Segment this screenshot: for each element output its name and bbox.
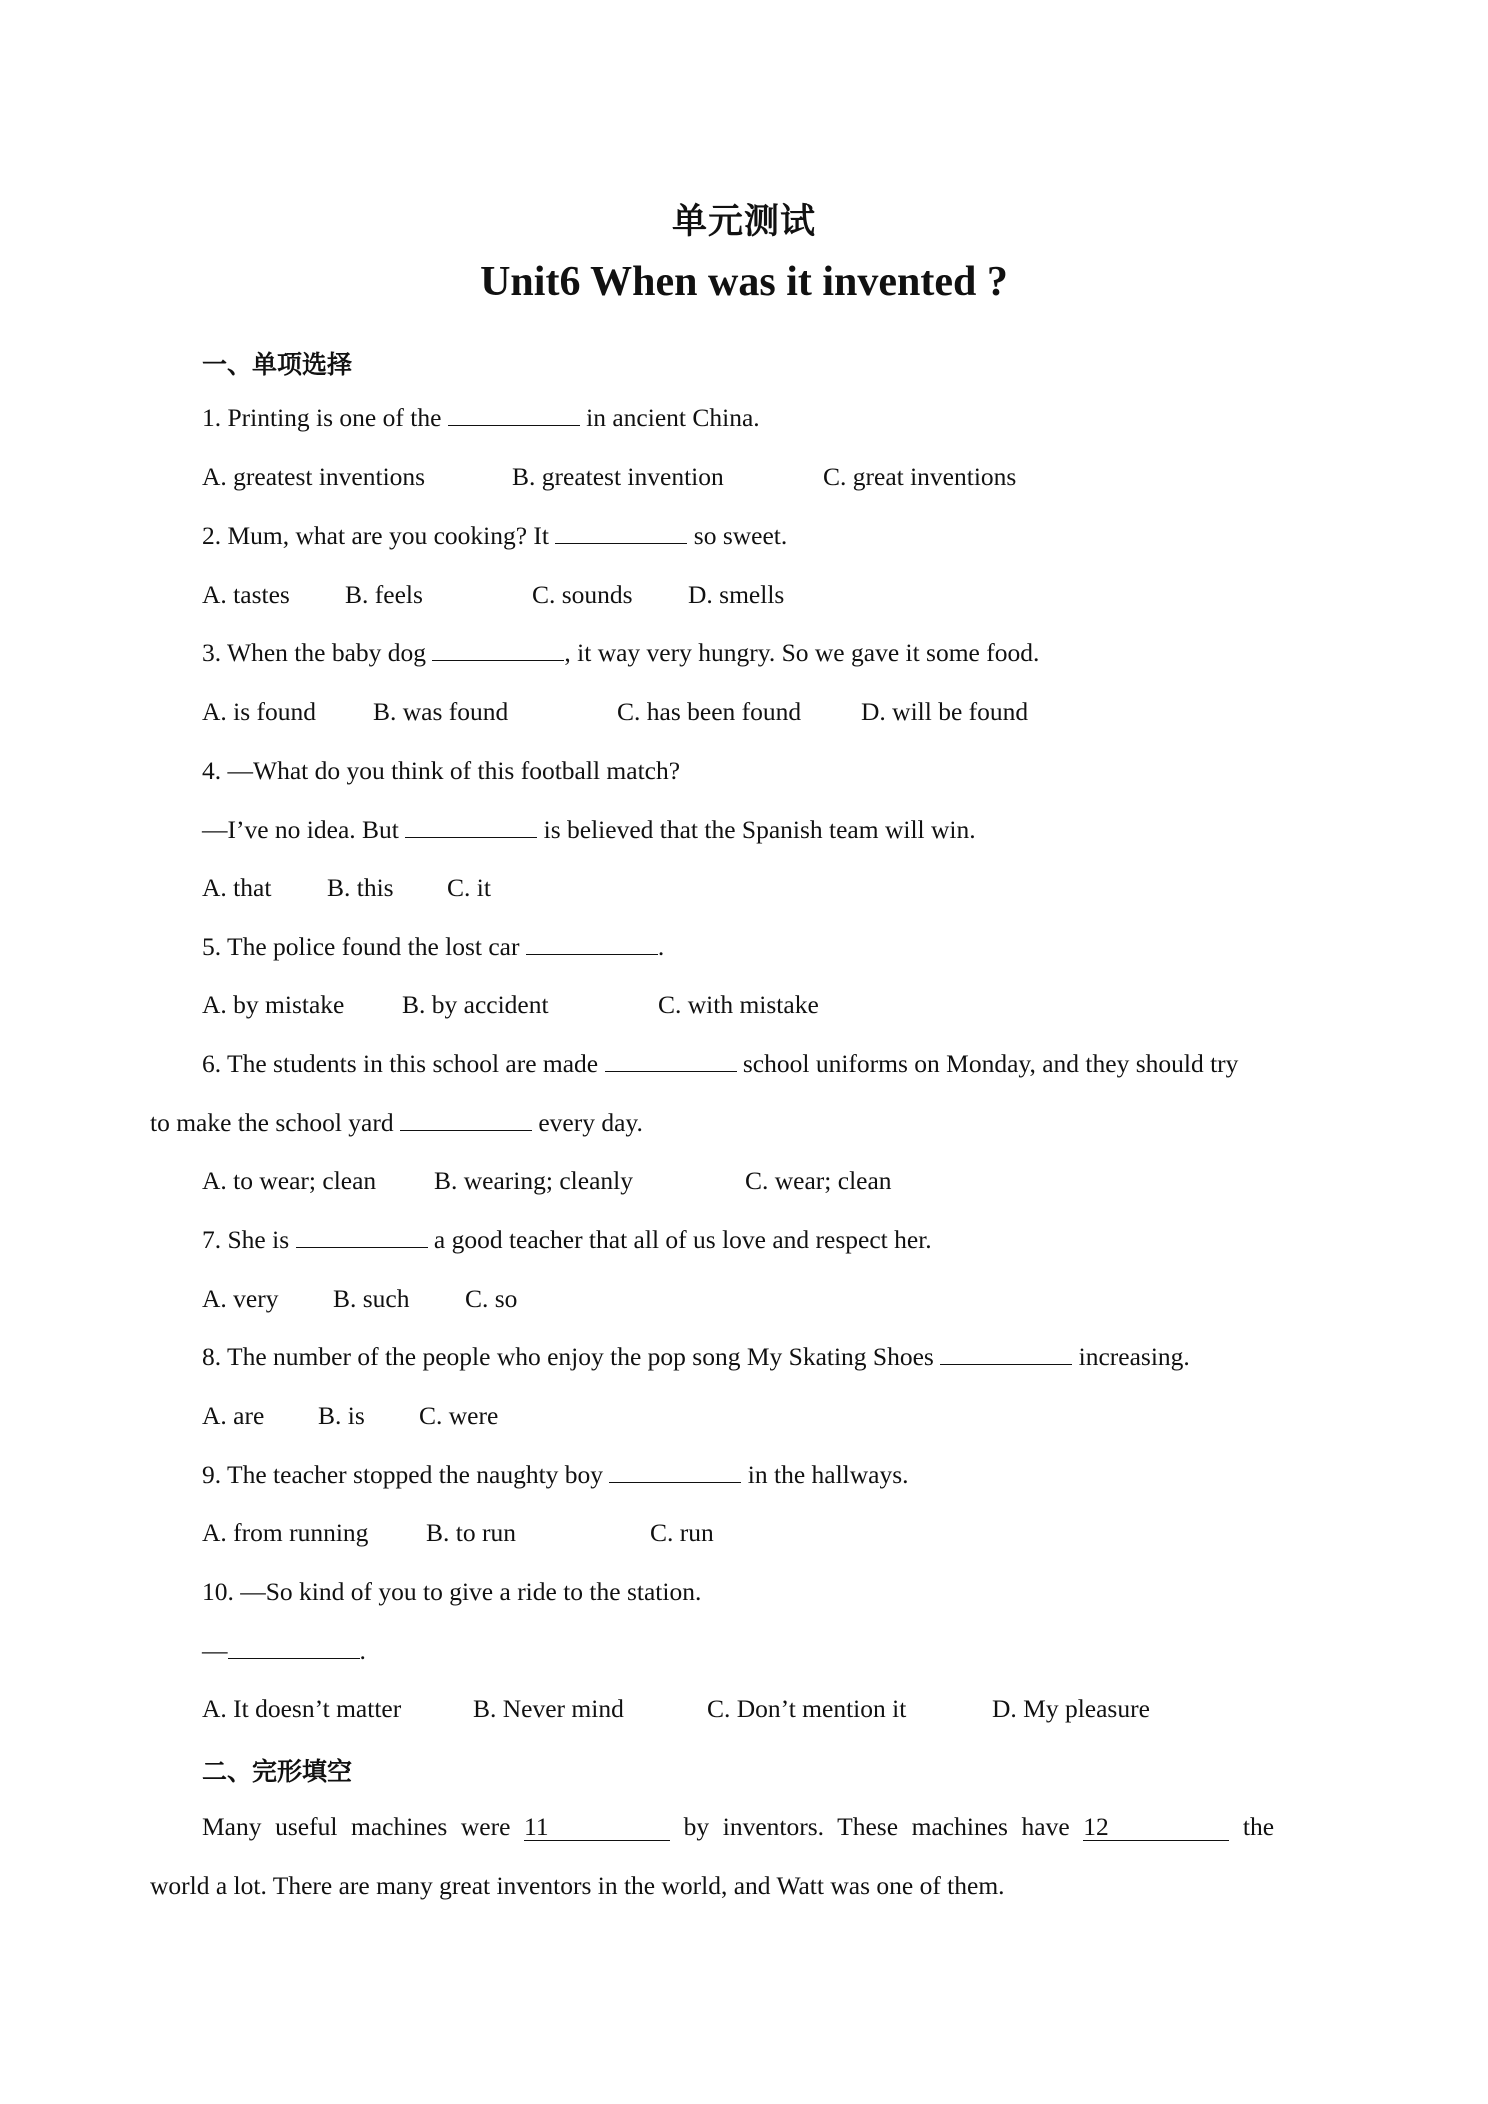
option-1b: B. greatest invention xyxy=(512,462,724,491)
option-6b: B. wearing; cleanly xyxy=(434,1166,633,1195)
option-2d: D. smells xyxy=(688,580,785,609)
question-7: 7. She is a good teacher that all of us love and respect her. xyxy=(202,1225,932,1254)
option-6a: A. to wear; clean xyxy=(202,1166,377,1195)
question-4-response: —I’ve no idea. But is believed that the Spanish team will win. xyxy=(202,815,976,844)
title-chinese: 单元测试 xyxy=(671,202,816,242)
option-7a: A. very xyxy=(202,1284,279,1313)
cloze-blank-11: 11 xyxy=(524,1814,670,1841)
question-2: 2. Mum, what are you cooking? It so sweet. xyxy=(202,521,788,550)
title-english: Unit6 When was it invented ? xyxy=(480,259,1008,305)
section-heading-cloze: 二、完形填空 xyxy=(202,1757,353,1786)
option-7c: C. so xyxy=(465,1284,518,1313)
option-8c: C. were xyxy=(419,1401,499,1430)
option-5a: A. by mistake xyxy=(202,990,345,1019)
question-6-continued: to make the school yard every day. xyxy=(150,1108,643,1137)
option-8a: A. are xyxy=(202,1401,265,1430)
option-3a: A. is found xyxy=(202,697,317,726)
option-8b: B. is xyxy=(318,1401,365,1430)
question-10-response: — . xyxy=(202,1636,366,1665)
question-10: 10. —So kind of you to give a ride to the station. xyxy=(202,1577,702,1606)
option-2a: A. tastes xyxy=(202,580,290,609)
section-heading-choice: 一、单项选择 xyxy=(202,350,353,379)
option-10c: C. Don’t mention it xyxy=(707,1694,907,1723)
option-9c: C. run xyxy=(650,1518,714,1547)
question-4: 4. —What do you think of this football match? xyxy=(202,756,681,785)
option-2b: B. feels xyxy=(345,580,423,609)
cloze-paragraph-line-2: world a lot. There are many great inventors in the world, and Watt was one of them. xyxy=(150,1871,1005,1900)
option-4c: C. it xyxy=(447,873,491,902)
option-4b: B. this xyxy=(327,873,394,902)
option-10a: A. It doesn’t matter xyxy=(202,1694,402,1723)
option-3d: D. will be found xyxy=(861,697,1029,726)
question-8: 8. The number of the people who enjoy the pop song My Skating Shoes increasing. xyxy=(202,1342,1190,1371)
cloze-paragraph-line-1: Many useful machines were 11 by inventors. These machines have 12 the xyxy=(202,1812,1275,1841)
option-9a: A. from running xyxy=(202,1518,369,1547)
option-1a: A. greatest inventions xyxy=(202,462,426,491)
option-1c: C. great inventions xyxy=(823,462,1017,491)
option-10b: B. Never mind xyxy=(473,1694,624,1723)
question-1: 1. Printing is one of the in ancient China. xyxy=(202,403,760,432)
option-5b: B. by accident xyxy=(402,990,549,1019)
question-9: 9. The teacher stopped the naughty boy in the hallways. xyxy=(202,1460,909,1489)
cloze-blank-12: 12 xyxy=(1083,1814,1229,1841)
question-5: 5. The police found the lost car . xyxy=(202,932,665,961)
question-6: 6. The students in this school are made school uniforms on Monday, and they should try xyxy=(202,1049,1239,1078)
question-3: 3. When the baby dog , it way very hungry. So we gave it some food. xyxy=(202,638,1040,667)
option-4a: A. that xyxy=(202,873,272,902)
option-6c: C. wear; clean xyxy=(745,1166,892,1195)
option-5c: C. with mistake xyxy=(658,990,819,1019)
option-2c: C. sounds xyxy=(532,580,633,609)
option-7b: B. such xyxy=(333,1284,410,1313)
option-3c: C. has been found xyxy=(617,697,802,726)
option-10d: D. My pleasure xyxy=(992,1694,1150,1723)
option-3b: B. was found xyxy=(373,697,509,726)
option-9b: B. to run xyxy=(426,1518,516,1547)
